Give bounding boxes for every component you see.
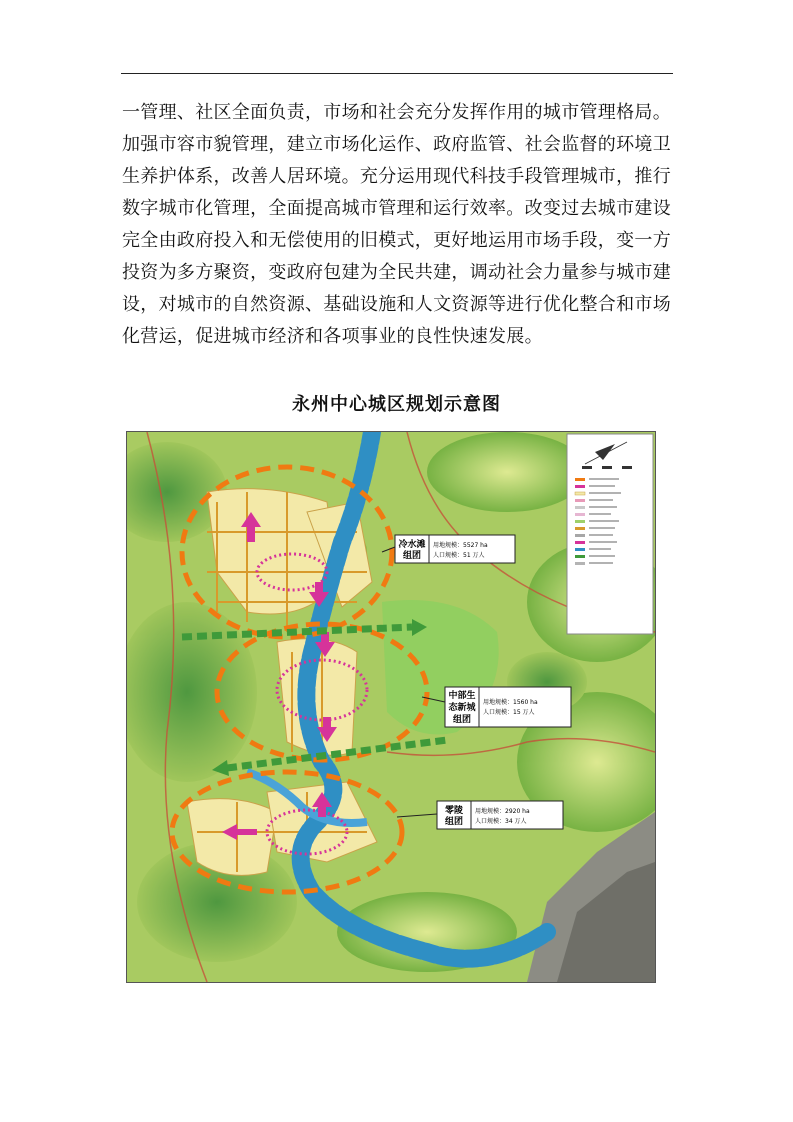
paragraph-line: 一管理、社区全面负责，市场和社会充分发挥作用的城市管理格局。 — [122, 102, 671, 123]
body-paragraph — [122, 97, 674, 353]
figure-title: 永州中心城区规划示意图 — [292, 394, 501, 415]
paragraph-line: 投资为多方聚资，变政府包建为全民共建，调动社会力量参与城市建 — [122, 262, 671, 283]
planning-map — [126, 431, 656, 983]
paragraph-line: 化营运，促进城市经济和各项事业的良性快速发展。 — [122, 326, 543, 347]
group-name-line: 中部生 — [448, 691, 476, 701]
paragraph-line: 设，对城市的自然资源、基础设施和人文资源等进行优化整合和市场 — [122, 294, 671, 315]
group-name-line: 组团 — [444, 817, 464, 827]
label-lengshuitan — [395, 535, 515, 563]
paragraph-line: 数字城市化管理，全面提高城市管理和运行效率。改变过去城市建设 — [122, 198, 671, 219]
map-svg — [127, 432, 655, 982]
label-central-eco-city — [445, 687, 571, 727]
group-name-line: 组团 — [452, 715, 472, 725]
group-stat: 人口规模：51 万人 — [433, 552, 485, 559]
paragraph-line: 生养护体系，改善人居环境。充分运用现代科技手段管理城市，推行 — [122, 166, 671, 187]
group-stat: 人口规模：15 万人 — [483, 709, 535, 716]
group-name-line: 态新城 — [448, 703, 476, 713]
group-stat: 用地规模：2920 ha — [475, 808, 530, 815]
scale-bar-icon — [582, 466, 632, 469]
group-name-line: 零陵 — [444, 806, 464, 816]
group-stat: 人口规模：34 万人 — [475, 818, 527, 825]
group-stat: 用地规模：5527 ha — [433, 542, 488, 549]
paragraph-line: 加强市容市貌管理，建立市场化运作、政府监管、社会监督的环境卫 — [122, 134, 671, 155]
paragraph-line: 完全由政府投入和无偿使用的旧模式，更好地运用市场手段，变一方 — [122, 230, 671, 251]
header-rule — [121, 73, 673, 74]
group-stat: 用地规模：1560 ha — [483, 699, 538, 706]
map-legend — [567, 434, 653, 634]
group-name-line: 冷水滩 — [398, 540, 426, 550]
group-name-line: 组团 — [402, 551, 422, 561]
label-lingling — [437, 801, 563, 829]
